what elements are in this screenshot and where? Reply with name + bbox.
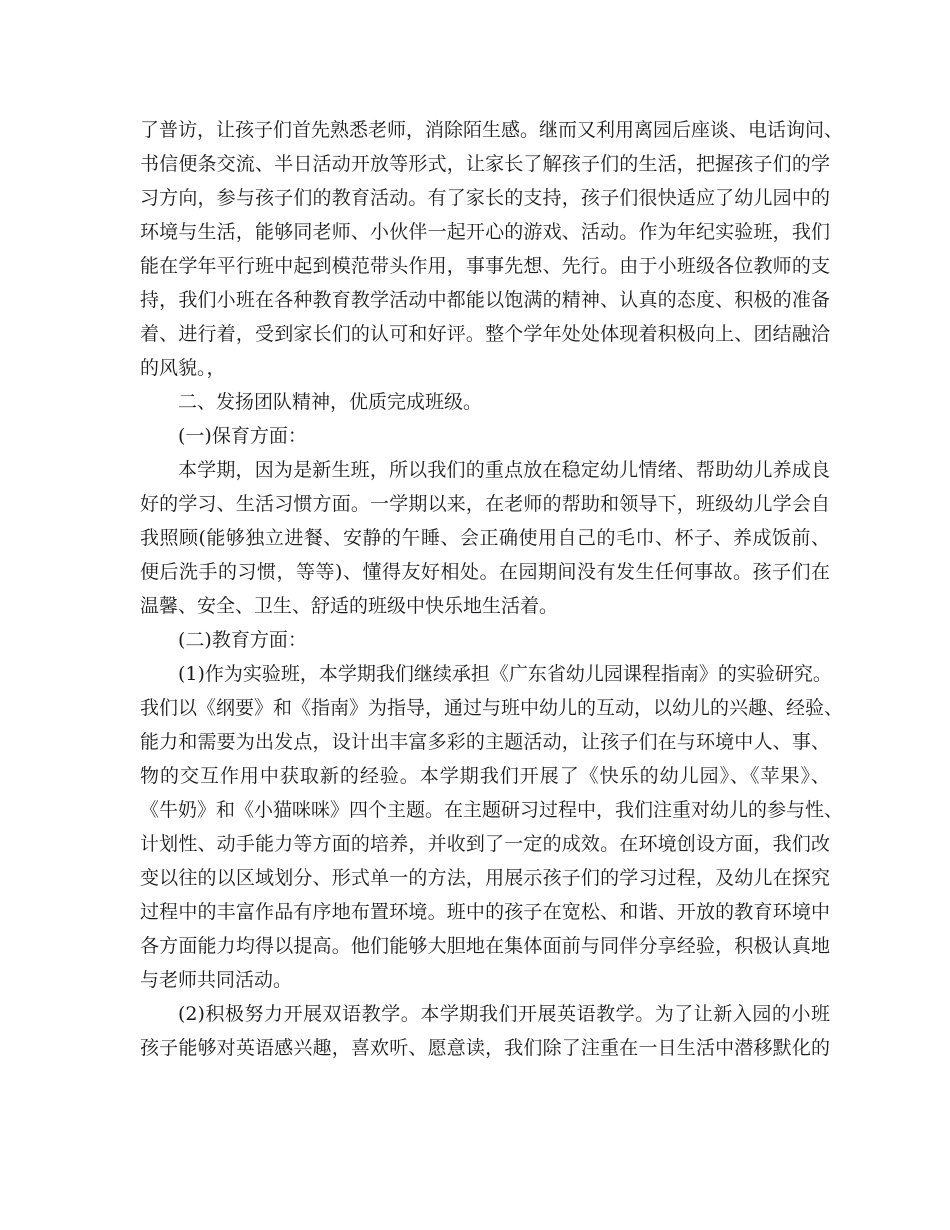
text-line: 孩子能够对英语感兴趣，喜欢听、愿意读，我们除了注重在一日生活中潜移默化的: [140, 1037, 830, 1059]
paragraph: [140, 419, 830, 453]
text-line: (1)作为实验班，本学期我们继续承担《广东省幼儿园课程指南》的实验研究。: [178, 663, 832, 685]
text-line: 我们以《纲要》和《指南》为指导，通过与班中幼儿的互动，以幼儿的兴趣、经验、: [140, 697, 844, 719]
paragraph: [140, 453, 830, 623]
paragraph: [140, 657, 844, 997]
text-line: 能力和需要为出发点，设计出丰富多彩的主题活动，让孩子们在与环境中人、事、: [140, 731, 830, 753]
text-line: 二、发扬团队精神，优质完成班级。: [178, 391, 483, 413]
text-line: 计划性、动手能力等方面的培养，并收到了一定的成效。在环境创设方面，我们改: [140, 833, 830, 855]
text-line: (一)保育方面：: [178, 425, 307, 447]
text-line: 我照顾(能够独立进餐、安静的午睡、会正确使用自己的毛巾、杯子、养成饭前、: [140, 527, 830, 549]
text-line: 本学期，因为是新生班，所以我们的重点放在稳定幼儿情绪、帮助幼儿养成良: [178, 459, 830, 481]
text-line: 习方向，参与孩子们的教育活动。有了家长的支持，孩子们很快适应了幼儿园中的: [140, 187, 830, 209]
text-line: 书信便条交流、半日活动开放等形式，让家长了解孩子们的生活，把握孩子们的学: [140, 153, 830, 175]
text-line: 着、进行着，受到家长们的认可和好评。整个学年处处体现着积极向上、团结融洽: [140, 323, 830, 345]
text-line: (2)积极努力开展双语教学。本学期我们开展英语教学。为了让新入园的小班: [178, 1003, 830, 1025]
text-line: 的风貌。，: [140, 357, 226, 379]
text-line: 过程中的丰富作品有序地布置环境。班中的孩子在宽松、和谐、开放的教育环境中: [140, 901, 830, 923]
text-line: 好的学习、生活习惯方面。一学期以来，在老师的帮助和领导下，班级幼儿学会自: [140, 493, 830, 515]
text-line: 物的交互作用中获取新的经验。本学期我们开展了《快乐的幼儿园》、《苹果》、: [140, 765, 830, 787]
text-line: 了普访，让孩子们首先熟悉老师，消除陌生感。继而又利用离园后座谈、电话询问、: [140, 119, 844, 141]
text-line: 持，我们小班在各种教育教学活动中都能以饱满的精神、认真的态度、积极的准备: [140, 289, 830, 311]
text-line: 《牛奶》和《小猫咪咪》四个主题。在主题研习过程中，我们注重对幼儿的参与性、: [140, 799, 844, 821]
paragraph: [140, 113, 844, 385]
text-line: 能在学年平行班中起到模范带头作用，事事先想、先行。由于小班级各位教师的支: [140, 255, 830, 277]
text-line: 环境与生活，能够同老师、小伙伴一起开心的游戏、活动。作为年纪实验班，我们: [140, 221, 830, 243]
text-line: 温馨、安全、卫生、舒适的班级中快乐地生活着。: [140, 595, 559, 617]
paragraph: [140, 623, 830, 657]
text-line: (二)教育方面：: [178, 629, 307, 651]
paragraph: [140, 385, 830, 419]
text-line: 变以往的以区域划分、形式单一的方法，用展示孩子们的学习过程，及幼儿在探究: [140, 867, 830, 889]
text-line: 各方面能力均得以提高。他们能够大胆地在集体面前与同伴分享经验，积极认真地: [140, 935, 830, 957]
document-body: [140, 113, 844, 1065]
text-line: 便后洗手的习惯，等等)、懂得友好相处。在园期间没有发生任何事故。孩子们在: [140, 561, 830, 583]
text-line: 与老师共同活动。: [140, 969, 293, 991]
paragraph: [140, 997, 830, 1065]
